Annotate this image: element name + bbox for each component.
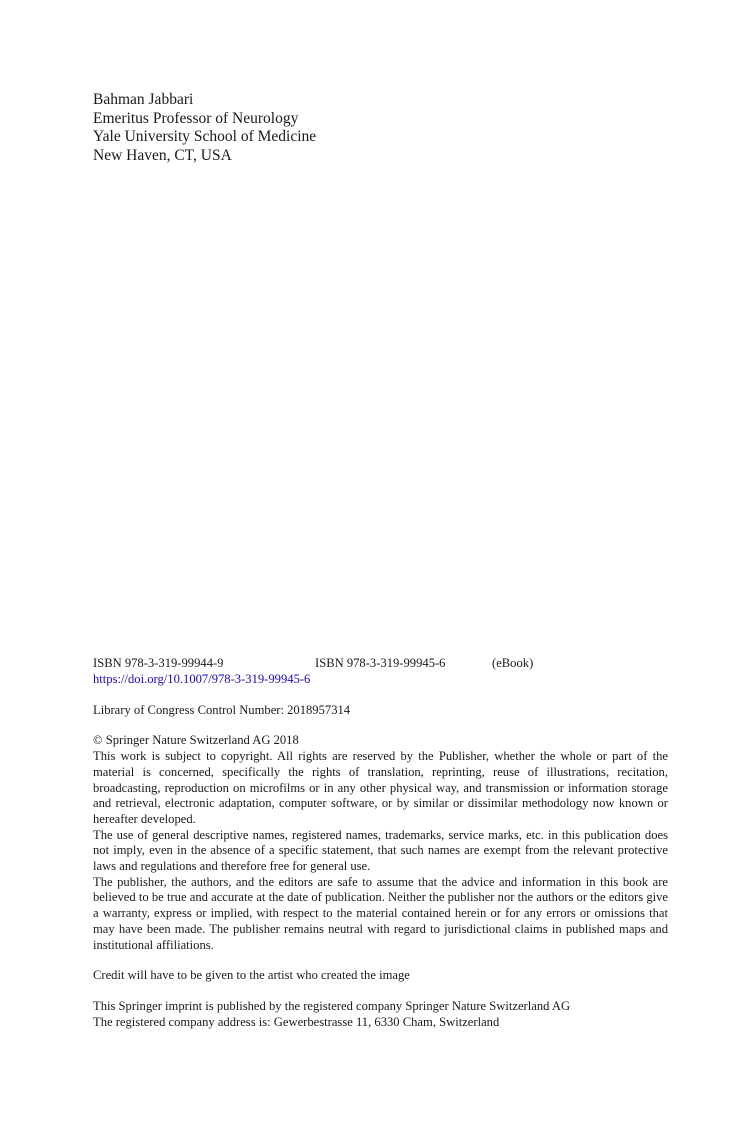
publisher-address: The registered company address is: Gewerbestrasse 11, 6330 Cham, Switzerland	[93, 1014, 500, 1029]
isbn-row	[93, 656, 668, 672]
isbn-ebook: ISBN 978-3-319-99945-6	[315, 656, 446, 670]
author-institution: Yale University School of Medicine	[93, 128, 317, 145]
author-title: Emeritus Professor of Neurology	[93, 109, 299, 127]
spacer	[93, 953, 668, 968]
rights-paragraph: This work is subject to copyright. All rights are reserved by the Publisher, whether the whole or part of the material is concerned, specifically the rights of translation, reprinting, reuse of illustrations, recitation, broadcasting, reproduction on microfilms or in any other physical way, and transmission or information storage and retrieval, electronic adaptation, computer software, or by similar or dissimilar methodology now known or hereafter developed.	[93, 749, 668, 826]
spacer	[93, 688, 668, 703]
publisher-line: This Springer imprint is published by the registered company Springer Nature Switzerland AG	[93, 998, 571, 1013]
disclaimer-paragraph: The publisher, the authors, and the editors are safe to assume that the advice and information in this book are believed to be true and accurate at the date of publication. Neither the publisher nor the authors or the editors give a warranty, express or implied, with respect to the material contained herein or for any errors or omissions that may have been made. The publisher remains neutral with regard to jurisdictional claims in published maps and institutional affiliations.	[93, 874, 668, 952]
author-location: New Haven, CT, USA	[93, 146, 232, 164]
trademarks-paragraph: The use of general descriptive names, registered names, trademarks, service marks, etc. in this publication does not imply, even in the absence of a specific statement, that such names are exempt from the relevant protective laws and regulations and therefore free for general use.	[93, 827, 668, 874]
isbn-ebook-tag: (eBook)	[492, 656, 534, 670]
author-name: Bahman Jabbari	[93, 91, 194, 108]
doi-link[interactable]: https://doi.org/10.1007/978-3-319-99945-6	[93, 672, 311, 686]
copyright-page-imprint	[93, 656, 668, 1030]
loc-control-number: Library of Congress Control Number: 2018957314	[93, 702, 351, 717]
spacer	[93, 718, 668, 733]
copyright-notice: © Springer Nature Switzerland AG 2018	[93, 733, 299, 748]
image-credit: Credit will have to be given to the artist who created the image	[93, 968, 410, 983]
isbn-print: ISBN 978-3-319-99944-9	[93, 656, 224, 670]
spacer	[93, 984, 668, 999]
author-block	[93, 91, 316, 165]
